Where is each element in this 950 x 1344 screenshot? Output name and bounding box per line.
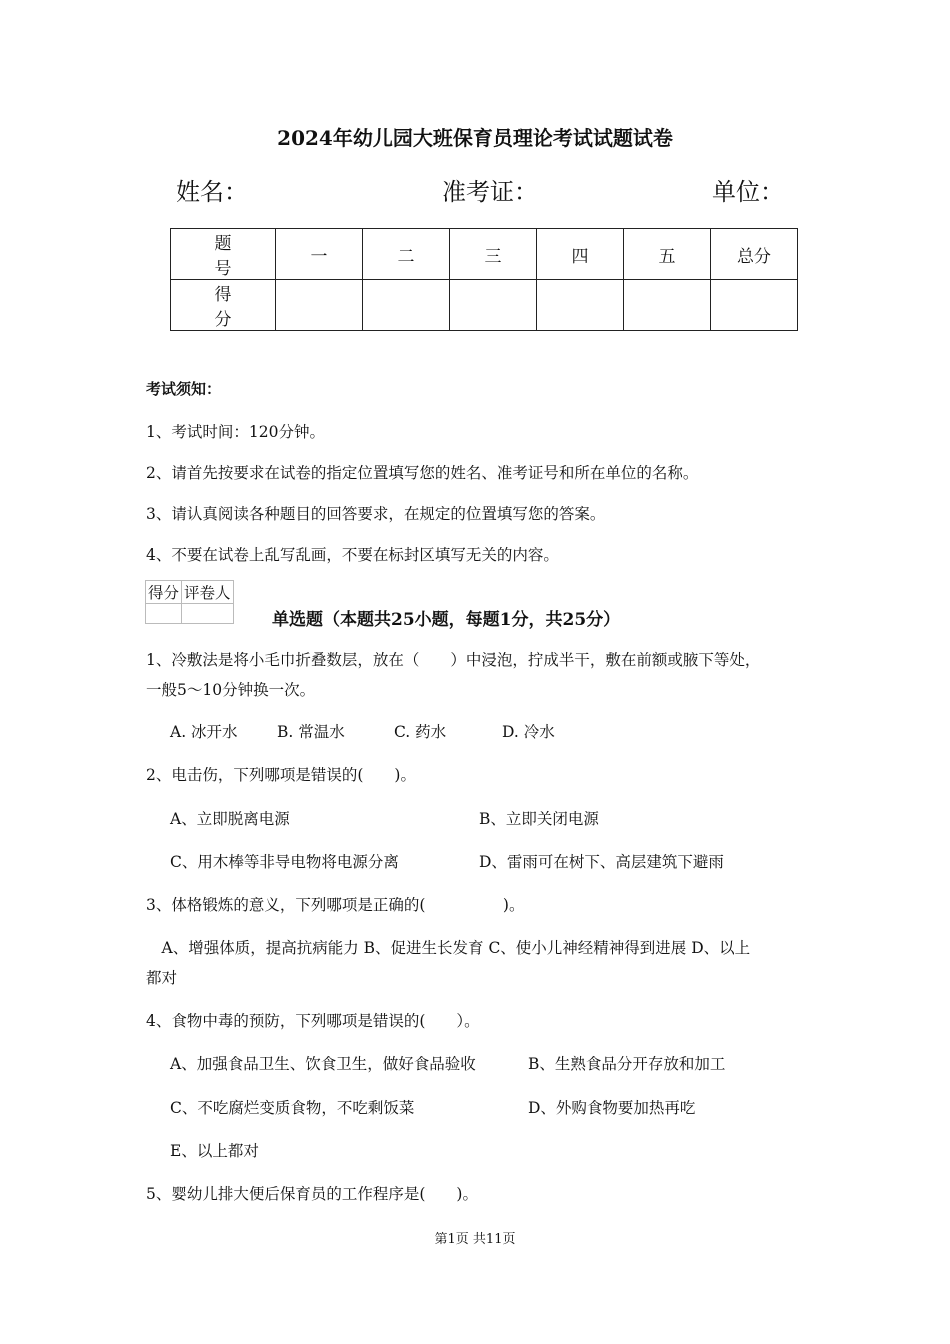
question-4-option-e: E、以上都对 bbox=[170, 1142, 259, 1160]
question-4-option-d: D、外购食物要加热再吃 bbox=[528, 1099, 696, 1117]
question-5-stem: 5、婴幼儿排大便后保育员的工作程序是( )。 bbox=[146, 1185, 478, 1203]
score-cell bbox=[624, 280, 711, 331]
grader-reviewer-cell bbox=[182, 604, 234, 624]
question-2-option-d: D、雷雨可在树下、高层建筑下避雨 bbox=[479, 853, 724, 871]
question-4-option-a: A、加强食品卫生、饮食卫生，做好食品验收 bbox=[170, 1055, 476, 1073]
score-cell bbox=[537, 280, 624, 331]
notice-item: 2、请首先按要求在试卷的指定位置填写您的姓名、准考证号和所在单位的名称。 bbox=[146, 464, 699, 482]
grader-box bbox=[145, 580, 234, 624]
notice-item: 4、不要在试卷上乱写乱画，不要在标封区填写无关的内容。 bbox=[146, 546, 559, 564]
question-2-stem: 2、电击伤，下列哪项是错误的( )。 bbox=[146, 766, 416, 784]
grader-reviewer-label: 评卷人 bbox=[182, 581, 234, 604]
score-table-score-row bbox=[171, 280, 798, 331]
question-4-option-c: C、不吃腐烂变质食物，不吃剩饭菜 bbox=[170, 1099, 415, 1117]
question-4-option-b: B、生熟食品分开存放和加工 bbox=[528, 1055, 726, 1073]
notice-item: 3、请认真阅读各种题目的回答要求，在规定的位置填写您的答案。 bbox=[146, 505, 606, 523]
score-table-col-total: 总分 bbox=[711, 229, 798, 280]
page-footer: 第1页 共11页 bbox=[434, 1232, 516, 1247]
score-table-col-1: 一 bbox=[276, 229, 363, 280]
score-table-col-3: 三 bbox=[450, 229, 537, 280]
question-1-line-2: 一般5～10分钟换一次。 bbox=[146, 681, 316, 699]
score-table-header-row bbox=[171, 229, 798, 280]
question-3-options-line-1: A、增强体质，提高抗病能力 B、促进生长发育 C、使小儿神经精神得到进展 D、以上 bbox=[146, 939, 751, 957]
score-table-col-2: 二 bbox=[363, 229, 450, 280]
question-1-option-b: B. 常温水 bbox=[277, 723, 345, 741]
page-title: 2024年幼儿园大班保育员理论考试试题试卷 bbox=[277, 126, 673, 150]
question-2-option-c: C、用木棒等非导电物将电源分离 bbox=[170, 853, 399, 871]
exam-number-field-label: 准考证： bbox=[442, 178, 538, 206]
notice-item: 1、考试时间：120分钟。 bbox=[146, 423, 325, 441]
score-table bbox=[170, 228, 798, 331]
question-2-option-b: B、立即关闭电源 bbox=[479, 810, 599, 828]
question-3-stem: 3、体格锻炼的意义，下列哪项是正确的( )。 bbox=[146, 896, 525, 914]
question-2-option-a: A、立即脱离电源 bbox=[170, 810, 290, 828]
section-title: 单选题（本题共25小题，每题1分，共25分） bbox=[272, 610, 621, 630]
question-1-option-c: C. 药水 bbox=[394, 723, 447, 741]
score-table-col-4: 四 bbox=[537, 229, 624, 280]
score-cell bbox=[711, 280, 798, 331]
name-field-label: 姓名： bbox=[176, 178, 248, 206]
score-cell bbox=[363, 280, 450, 331]
grader-score-label: 得分 bbox=[146, 581, 182, 604]
score-cell bbox=[276, 280, 363, 331]
score-table-score-label: 得 分 bbox=[171, 280, 276, 331]
notice-heading: 考试须知： bbox=[146, 380, 222, 398]
score-table-header-label: 题 号 bbox=[171, 229, 276, 280]
unit-field-label: 单位： bbox=[712, 178, 784, 206]
score-table-col-5: 五 bbox=[624, 229, 711, 280]
question-1-option-d: D. 冷水 bbox=[502, 723, 555, 741]
grader-score-cell bbox=[146, 604, 182, 624]
question-1-line-1: 1、冷敷法是将小毛巾折叠数层，放在（ ）中浸泡，拧成半干，敷在前额或腋下等处， bbox=[146, 651, 761, 669]
question-3-options-line-2: 都对 bbox=[146, 969, 178, 987]
question-4-stem: 4、食物中毒的预防，下列哪项是错误的( ）。 bbox=[146, 1012, 480, 1030]
score-cell bbox=[450, 280, 537, 331]
question-1-option-a: A. 冰开水 bbox=[170, 723, 238, 741]
